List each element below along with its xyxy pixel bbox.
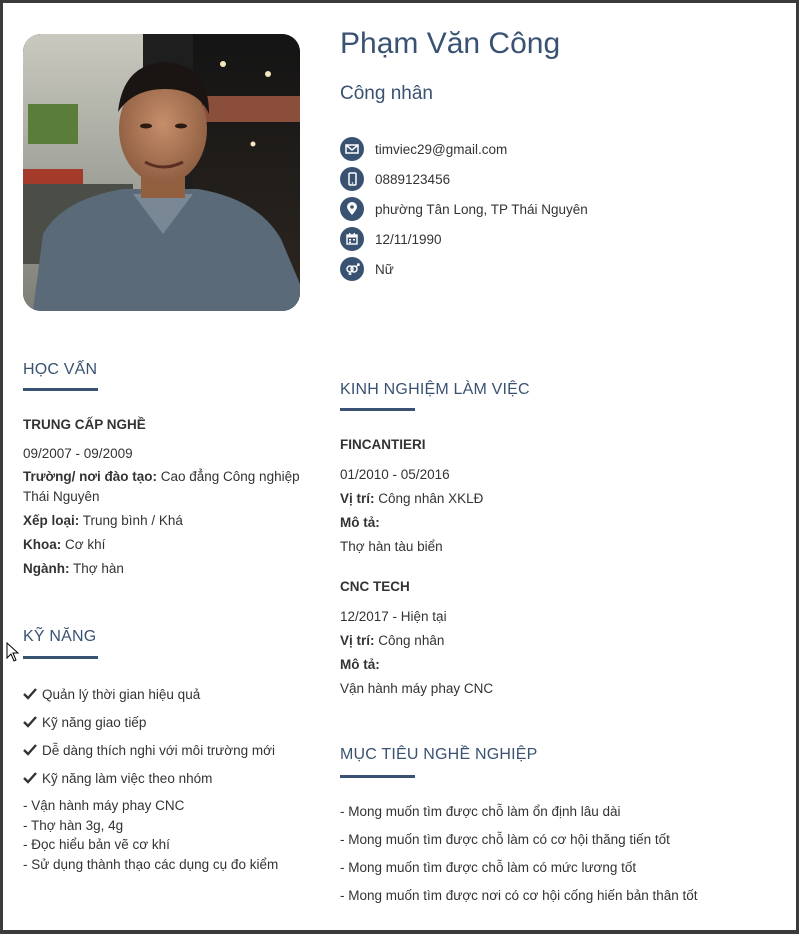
job-position-label: Vị trí: — [340, 491, 375, 506]
education-rank — [23, 509, 313, 533]
skills-section-underline — [23, 656, 98, 659]
education-major-value: Thợ hàn — [73, 561, 124, 576]
skill-extra-item: - Sử dụng thành thạo các dụng cụ đo kiểm — [23, 856, 279, 872]
goal-item: - Mong muốn tìm được chỗ làm ổn định lâu dài — [340, 804, 621, 819]
skill-item-text: Kỹ năng làm việc theo nhóm — [42, 770, 213, 786]
candidate-name: Phạm Văn Công — [340, 27, 561, 60]
job-position-value: Công nhân — [378, 633, 445, 648]
goals-section-underline — [340, 775, 415, 778]
checkmark-icon — [23, 744, 37, 756]
education-level: TRUNG CẤP NGHỀ — [23, 417, 146, 432]
job-position — [340, 487, 780, 511]
goals-list — [340, 798, 698, 910]
skill-extra-item: - Thợ hàn 3g, 4g — [23, 817, 124, 833]
checkmark-icon — [23, 716, 37, 728]
checkmark-icon — [23, 772, 37, 784]
education-rank-value: Trung bình / Khá — [82, 513, 183, 528]
contact-email — [340, 134, 588, 164]
skill-item — [23, 736, 275, 764]
job-description-value: Vận hành máy phay CNC — [340, 681, 494, 696]
goal-item: - Mong muốn tìm được chỗ làm có cơ hội thăng tiến tốt — [340, 832, 670, 847]
contact-list — [340, 134, 588, 284]
mouse-cursor-icon — [6, 642, 20, 662]
skills-extra-list — [23, 796, 278, 874]
location-pin-icon — [340, 197, 364, 221]
education-section-underline — [23, 388, 98, 391]
job-period: 01/2010 - 05/2016 — [340, 467, 450, 482]
experience-section-underline — [340, 408, 415, 411]
education-institution — [23, 467, 313, 507]
skill-item-text: Dễ dàng thích nghi với môi trường mới — [42, 742, 275, 758]
gender-icon — [340, 257, 364, 281]
contact-gender-text: Nữ — [375, 261, 394, 277]
calendar-icon — [340, 227, 364, 251]
experience-job-2 — [340, 575, 780, 701]
education-major — [23, 557, 313, 581]
phone-icon — [340, 167, 364, 191]
education-institution-value: Cao đẳng Công nghiệp — [160, 469, 300, 484]
profile-photo — [23, 34, 300, 311]
contact-birthdate-text: 12/11/1990 — [375, 231, 442, 247]
goal-item: - Mong muốn tìm được nơi có cơ hội cống hiến bản thân tốt — [340, 888, 698, 903]
skill-item — [23, 764, 275, 792]
contact-birthdate — [340, 224, 588, 254]
skill-item — [23, 680, 275, 708]
skills-checklist — [23, 680, 275, 792]
job-company: CNC TECH — [340, 579, 410, 594]
education-institution-value-line2: Thái Nguyên — [23, 489, 100, 504]
checkmark-icon — [23, 688, 37, 700]
job-position — [340, 629, 780, 653]
education-period: 09/2007 - 09/2009 — [23, 446, 133, 461]
goals-section-title: MỤC TIÊU NGHỀ NGHIỆP — [340, 746, 538, 763]
skill-extra-item: - Vận hành máy phay CNC — [23, 798, 185, 813]
contact-email-text: timviec29@gmail.com — [375, 141, 508, 157]
job-period: 12/2017 - Hiện tại — [340, 609, 447, 624]
contact-address-text: phường Tân Long, TP Thái Nguyên — [375, 201, 588, 217]
education-faculty-label: Khoa: — [23, 537, 62, 552]
goal-item: - Mong muốn tìm được chỗ làm có mức lương tốt — [340, 860, 637, 875]
skill-item — [23, 708, 275, 736]
skill-extra-item: - Đọc hiểu bản vẽ cơ khí — [23, 837, 170, 852]
education-rank-label: Xếp loại: — [23, 513, 80, 528]
job-description-value: Thợ hàn tàu biển — [340, 539, 443, 554]
experience-job-1 — [340, 433, 780, 559]
skills-section-title: KỸ NĂNG — [23, 628, 97, 645]
education-major-label: Ngành: — [23, 561, 70, 576]
job-position-label: Vị trí: — [340, 633, 375, 648]
education-faculty — [23, 533, 313, 557]
candidate-job-title: Công nhân — [340, 83, 433, 104]
envelope-icon — [340, 137, 364, 161]
contact-phone — [340, 164, 588, 194]
skill-item-text: Quản lý thời gian hiệu quả — [42, 686, 201, 702]
job-description-label: Mô tả: — [340, 657, 380, 672]
skill-item-text: Kỹ năng giao tiếp — [42, 714, 147, 730]
education-institution-label: Trường/ nơi đào tạo: — [23, 469, 157, 484]
contact-address — [340, 194, 588, 224]
experience-section-title: KINH NGHIỆM LÀM VIỆC — [340, 381, 530, 398]
contact-phone-text: 0889123456 — [375, 171, 451, 187]
contact-gender — [340, 254, 588, 284]
job-position-value: Công nhân XKLĐ — [378, 491, 484, 506]
job-company: FINCANTIERI — [340, 437, 426, 452]
job-description-label: Mô tả: — [340, 515, 380, 530]
education-faculty-value: Cơ khí — [65, 537, 106, 552]
education-block — [23, 413, 313, 581]
education-section-title: HỌC VẤN — [23, 361, 98, 378]
